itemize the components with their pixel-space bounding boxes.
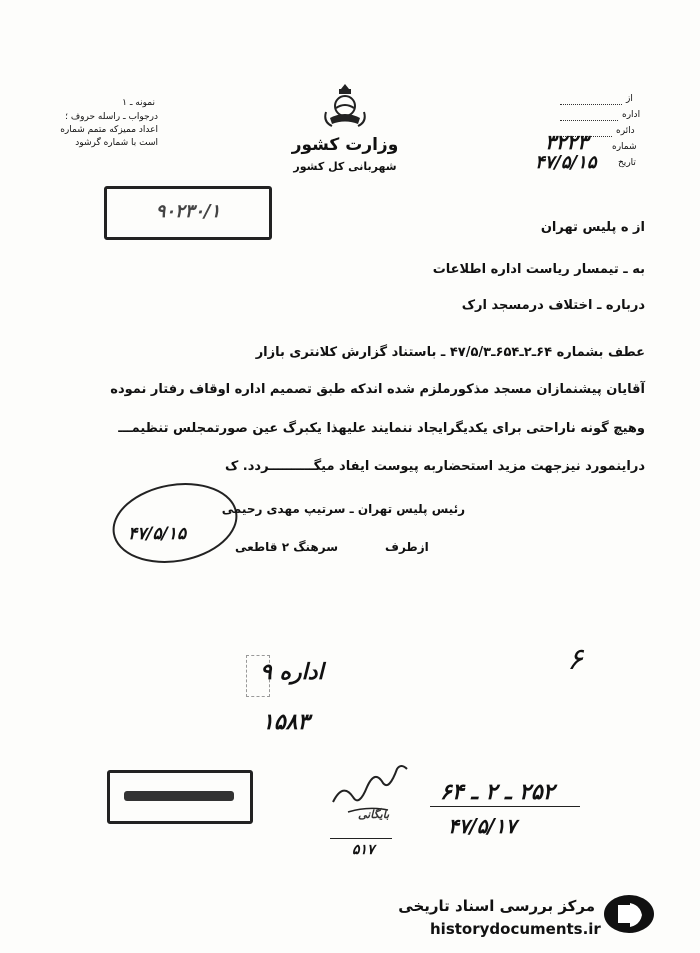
- ref-number-bottom: ۴۷/۵/۱۷: [448, 814, 517, 838]
- office-label: اداره: [622, 110, 641, 120]
- form-note-3: است با شماره گرشود: [75, 138, 158, 148]
- registry-stamp: [104, 186, 272, 240]
- scribble-number: ۵۱۷: [352, 842, 375, 858]
- body-line-1: عطف بشماره ۶۴ـ۲ـ۶۵۴ـ۴۷/۵/۳ ـ باستناد گزارش کلانتری بازار: [255, 345, 645, 360]
- watermark-title: مرکز بررسی اسناد تاریخی: [398, 897, 595, 915]
- office-note: اداره ۹: [260, 660, 324, 685]
- ministry-title: وزارت کشور: [291, 135, 399, 155]
- registry-stamp-text: ۹۰۲۳۰/۱: [155, 201, 221, 222]
- date-value: ۴۷/۵/۱۵: [535, 152, 597, 173]
- dept-label: دائره: [616, 126, 635, 136]
- body-line-3: وهیچ گونه ناراحتی برای یکدیگرایجاد ننمایند علیهذا یکبرگ عین صورتمجلس تنظیمـــ: [118, 421, 645, 436]
- department-title: شهربانی کل کشور: [293, 160, 397, 173]
- body-line-2: آقایان پیشنمازان مسجد مذکورملزم شده اندکه طبق تصمیم اداره اوقاف رفتار نموده: [110, 382, 645, 397]
- number-value: ۳۲۲۳: [545, 130, 588, 154]
- from-label: از: [626, 94, 633, 104]
- officer-name: سرهنگ ۲ قاطعی: [234, 540, 338, 554]
- scribble-text: بایگانی: [358, 808, 390, 821]
- number-label: شماره: [612, 142, 637, 152]
- watermark-url: historydocuments.ir: [430, 920, 601, 938]
- form-note-2: اعداد ممیزکه متمم شماره: [60, 125, 158, 135]
- for-label: ازطرف: [385, 540, 429, 554]
- lion-and-sun-emblem-icon: [322, 82, 368, 130]
- ref-number-top: ۲۵۲ ـ ۲ ـ ۶۴: [440, 780, 555, 805]
- from-line: از ه پلیس تهران: [540, 220, 645, 235]
- to-line: به ـ تیمسار ریاست اداره اطلاعات: [432, 262, 645, 277]
- body-line-4: دراینمورد نیزجهت مزید استحضاربه پیوست ایفاد میگــــــــــردد. ک: [224, 459, 645, 474]
- signature-date: ۴۷/۵/۱۵: [128, 524, 187, 544]
- signature-title: رئیس پلیس تهران ـ سرتیپ مهدی رحیمی: [221, 502, 465, 516]
- office-note-2: ۱۵۸۳: [262, 710, 310, 735]
- form-number: نمونه ـ ۱: [122, 98, 155, 108]
- bottom-stamp: [107, 770, 253, 824]
- margin-mark: ۶: [567, 642, 584, 677]
- date-label: تاریخ: [618, 158, 636, 168]
- form-note-1: درجواب ـ راسله حروف ؛: [65, 112, 158, 122]
- signature-oval-mark: [105, 478, 255, 568]
- watermark-logo-icon: [604, 895, 654, 933]
- subject-line: درباره ـ اختلاف درمسجد ارک: [461, 298, 645, 313]
